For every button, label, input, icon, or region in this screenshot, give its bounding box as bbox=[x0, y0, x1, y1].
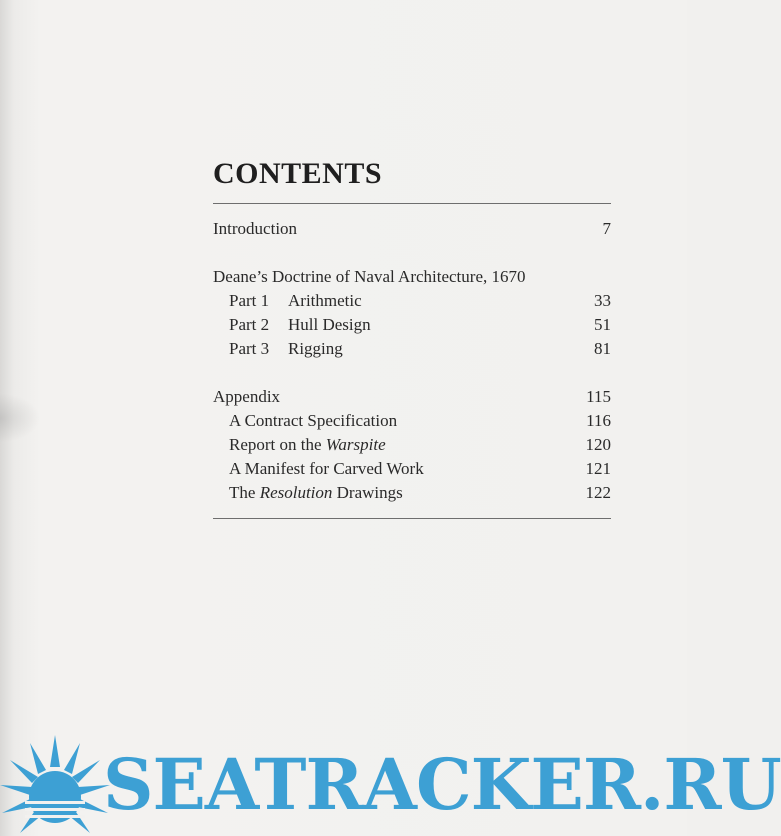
top-divider bbox=[213, 203, 611, 204]
toc-entry-label: Deane’s Doctrine of Naval Architecture, 1670 bbox=[213, 267, 526, 286]
toc-entry-appendix bbox=[213, 385, 611, 409]
bottom-divider bbox=[213, 518, 611, 519]
toc-entry-part-2 bbox=[213, 313, 611, 337]
toc-entry-label bbox=[229, 481, 403, 505]
toc-entry-warspite bbox=[213, 433, 611, 457]
toc-entry-page: 81 bbox=[594, 339, 611, 358]
toc-entry-label bbox=[229, 433, 386, 457]
toc-entry-page: 121 bbox=[585, 459, 611, 478]
toc-entry-label: Appendix bbox=[213, 387, 281, 406]
toc-label-text: The bbox=[229, 483, 260, 502]
toc-entry-page: 115 bbox=[586, 387, 611, 406]
toc-entry-label bbox=[229, 289, 362, 313]
toc-entry-page: 120 bbox=[585, 435, 611, 454]
toc-entry-page: 7 bbox=[602, 219, 611, 238]
page-title: CONTENTS bbox=[213, 157, 383, 190]
watermark bbox=[0, 735, 781, 836]
toc-label-italic: Resolution bbox=[259, 483, 333, 502]
toc-entry-label: A Contract Specification bbox=[229, 411, 398, 430]
toc-entry-label: A Manifest for Carved Work bbox=[229, 459, 424, 478]
toc-part-number: Part 3 bbox=[229, 339, 270, 358]
toc-entry-part-3 bbox=[213, 337, 611, 361]
toc-entry-page: 122 bbox=[585, 483, 611, 502]
toc-label-text: Report on the bbox=[229, 435, 326, 454]
toc-part-title: Rigging bbox=[288, 339, 343, 358]
toc-entry-label: Introduction bbox=[213, 219, 298, 238]
toc-label-text: Drawings bbox=[332, 483, 403, 502]
toc-entry-manifest bbox=[213, 457, 611, 481]
toc-part-title: Hull Design bbox=[288, 315, 371, 334]
watermark-text: SEATRACKER.RU bbox=[103, 743, 781, 826]
toc-entry-contract bbox=[213, 409, 611, 433]
toc-part-title: Arithmetic bbox=[288, 291, 362, 310]
toc-section-heading bbox=[213, 265, 611, 289]
toc-label-italic: Warspite bbox=[325, 435, 386, 454]
toc-entry-page: 33 bbox=[594, 291, 611, 310]
toc-entry-part-1 bbox=[213, 289, 611, 313]
toc-entry-introduction bbox=[213, 217, 611, 241]
toc-entry-label bbox=[229, 313, 371, 337]
sun-icon bbox=[0, 735, 110, 836]
toc-entry-resolution bbox=[213, 481, 611, 505]
toc-entry-label bbox=[229, 337, 343, 361]
toc-entry-page: 51 bbox=[594, 315, 611, 334]
toc-part-number: Part 2 bbox=[229, 315, 270, 334]
toc-entry-page: 116 bbox=[586, 411, 611, 430]
toc-part-number: Part 1 bbox=[229, 291, 270, 310]
